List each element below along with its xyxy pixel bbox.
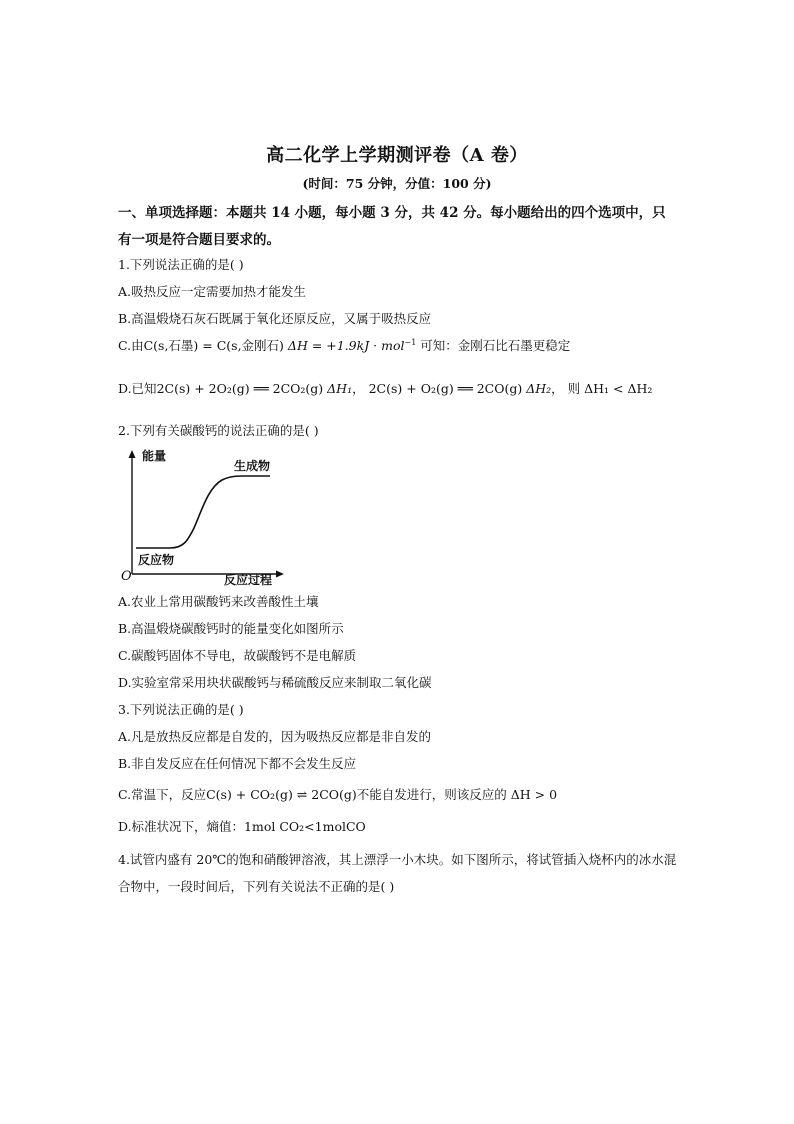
energy-curve bbox=[136, 476, 270, 548]
section-heading: 一、单项选择题：本题共 14 小题，每小题 3 分，共 42 分。每小题给出的四个选项中，只有一项是符合题目要求的。 bbox=[118, 205, 666, 248]
option-c-suffix: 不能自发进行，则该反应的 ΔH > 0 bbox=[356, 787, 558, 802]
page-title: 高二化学上学期测评卷（A 卷） bbox=[266, 145, 528, 166]
y-axis-label: 能量 bbox=[142, 449, 167, 463]
energy-diagram-svg bbox=[118, 448, 288, 588]
question-3-stem: 3.下列说法正确的是( ) bbox=[118, 702, 244, 717]
reactant-label: 反应物 bbox=[138, 553, 175, 567]
enthalpy-change: ΔH = +1.9kJ · mol bbox=[287, 338, 405, 353]
equation: C(s) + CO₂(g) ⇌ 2CO(g) bbox=[206, 787, 357, 802]
option-c-prefix: C.常温下，反应 bbox=[118, 787, 207, 802]
question-3-option-d: D.标准状况下，熵值：1mol CO₂<1molCO bbox=[118, 819, 366, 834]
option-d-suffix: 则 ΔH₁ < ΔH₂ bbox=[567, 381, 653, 396]
question-1-option-c bbox=[118, 338, 570, 354]
question-4-stem: 4.试管内盛有 20℃的饱和硝酸钾溶液，其上漂浮一小木块。如下图所示，将试管插入烧杯内的冰水混合物中，一段时间后，下列有关说法不正确的是( ) bbox=[118, 852, 677, 894]
enthalpy-1: ΔH₁ bbox=[327, 381, 353, 396]
option-d-prefix: D.已知 bbox=[118, 381, 157, 396]
question-2-stem: 2.下列有关碳酸钙的说法正确的是( ) bbox=[118, 423, 319, 438]
unit-exponent: −1 bbox=[404, 338, 417, 347]
equation-1: 2C(s) + 2O₂(g) ══ 2CO₂(g) bbox=[156, 381, 324, 396]
equation-2: 2C(s) + O₂(g) ══ 2CO(g) bbox=[368, 381, 523, 396]
y-axis-arrow bbox=[129, 450, 136, 458]
question-1-option-d: D.已知2C(s) + 2O₂(g) ══ 2CO₂(g) ΔH₁， 2C(s) + O₂(g) ══ 2CO(g) ΔH₂， 则 ΔH₁ < ΔH₂ bbox=[118, 381, 653, 396]
question-2-option-a: A.农业上常用碳酸钙来改善酸性土壤 bbox=[118, 594, 319, 609]
question-3-option-b: B.非自发反应在任何情况下都不会发生反应 bbox=[118, 756, 357, 771]
product-label: 生成物 bbox=[234, 459, 271, 473]
option-c-suffix: 可知：金刚石比石墨更稳定 bbox=[420, 338, 571, 353]
question-2-option-b: B.高温煅烧碳酸钙时的能量变化如图所示 bbox=[118, 621, 344, 636]
question-3-option-c bbox=[118, 787, 557, 803]
question-1-option-a: A.吸热反应一定需要加热才能发生 bbox=[118, 284, 307, 299]
x-axis-arrow bbox=[276, 571, 284, 578]
question-1-stem: 1.下列说法正确的是( ) bbox=[118, 257, 244, 272]
equation: C(s,石墨) = C(s,金刚石) bbox=[143, 338, 284, 353]
enthalpy-2: ΔH₂ bbox=[526, 381, 552, 396]
exam-info: (时间：75 分钟，分值：100 分) bbox=[302, 176, 492, 191]
question-1-option-b: B.高温煅烧石灰石既属于氧化还原反应，又属于吸热反应 bbox=[118, 311, 432, 326]
question-2-option-d: D.实验室常采用块状碳酸钙与稀硫酸反应来制取二氧化碳 bbox=[118, 675, 432, 690]
question-2-option-c: C.碳酸钙固体不导电，故碳酸钙不是电解质 bbox=[118, 648, 357, 663]
energy-diagram bbox=[118, 448, 288, 588]
origin-label: O bbox=[121, 569, 132, 584]
question-3-option-a: A.凡是放热反应都是自发的，因为吸热反应都是非自发的 bbox=[118, 729, 432, 744]
option-c-prefix: C.由 bbox=[118, 338, 144, 353]
x-axis-label: 反应过程 bbox=[224, 573, 273, 587]
